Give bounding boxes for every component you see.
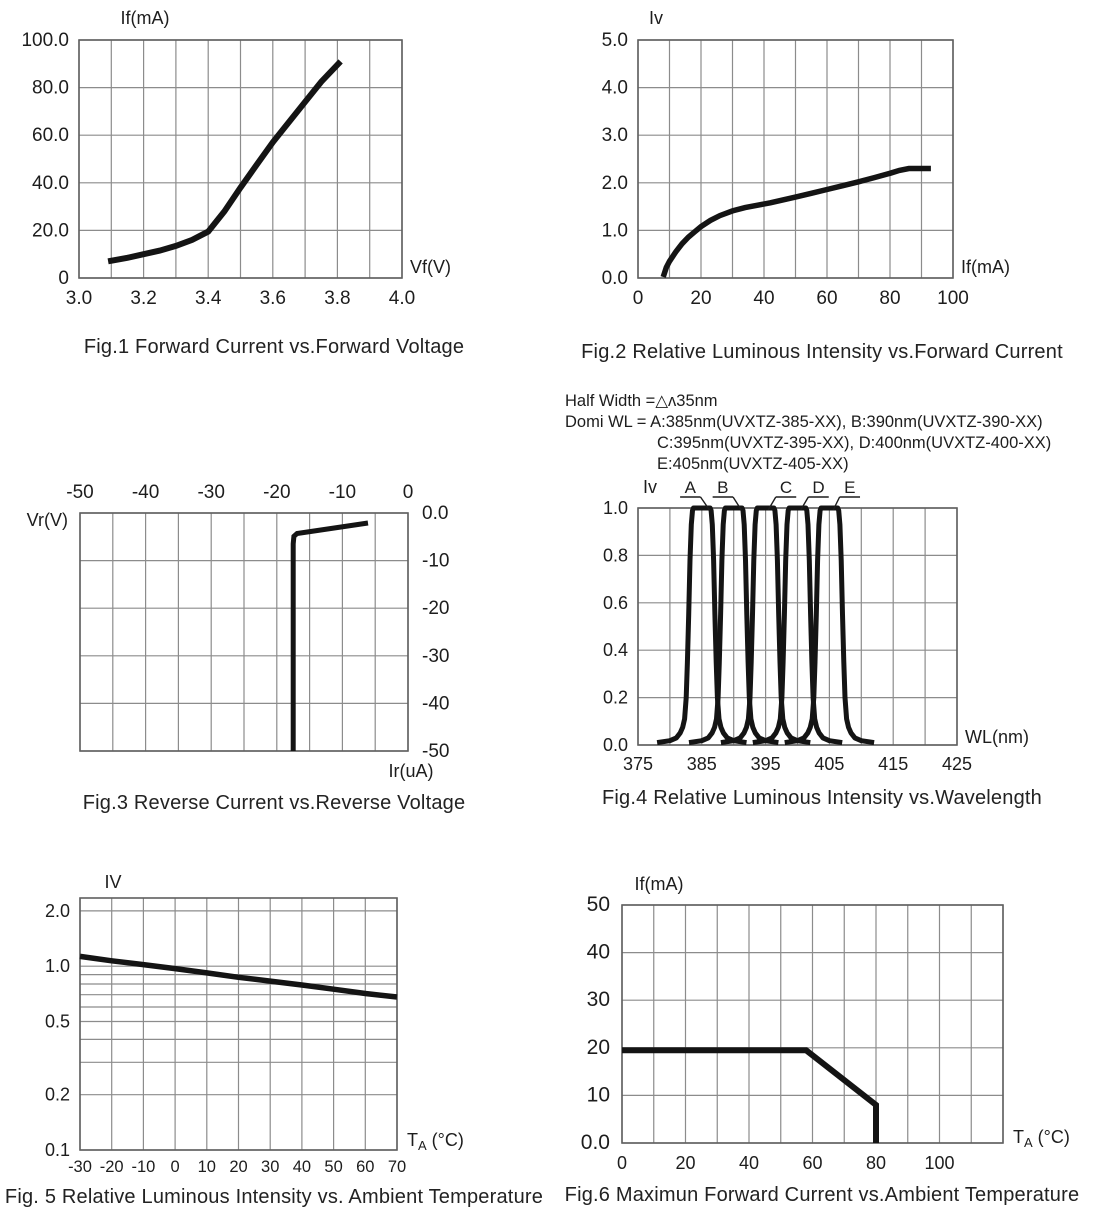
fig6-y-tick: 0.0	[580, 1131, 610, 1154]
fig6-y-axis-title: If(mA)	[634, 874, 684, 894]
fig4-peak-label-B: B	[717, 478, 729, 497]
fig3-x-tick: -40	[131, 482, 160, 503]
fig2-y-tick: 2.0	[601, 172, 628, 194]
fig1-y-tick: 0	[58, 268, 69, 289]
fig4-x-axis-title: WL(nm)	[965, 727, 1029, 747]
fig2-y-axis-title: Iv	[648, 8, 664, 28]
fig4-y-tick: 0.2	[602, 687, 628, 708]
fig1-y-tick: 20.0	[32, 220, 69, 242]
fig5-x-tick: 20	[229, 1158, 248, 1176]
fig2-y-tick: 1.0	[601, 220, 628, 242]
fig4-header-domi-wl-cd: C:395nm(UVXTZ-395-XX), D:400nm(UVXTZ-400-XX)	[657, 434, 1052, 452]
fig3-x-tick: 0	[402, 482, 414, 503]
fig4-x-tick: 385	[686, 754, 717, 774]
fig6-x-tick: 100	[924, 1153, 955, 1173]
fig2-x-tick: 60	[816, 288, 838, 309]
fig5-y-tick: 0.5	[44, 1011, 70, 1032]
fig2-x-axis-title: If(mA)	[961, 257, 1010, 277]
fig6-y-tick: 10	[586, 1083, 610, 1107]
fig6-maximum-forward-current-vs-ambient-temperature-chart	[548, 856, 1096, 1196]
fig1-x-tick: 3.4	[194, 288, 222, 309]
fig1-y-tick: 100.0	[21, 30, 69, 51]
fig3-y-tick: -10	[422, 550, 450, 572]
fig4-y-tick: 0.8	[602, 545, 628, 566]
fig4-caption: Fig.4 Relative Luminous Intensity vs.Wavelength	[602, 787, 1042, 809]
fig1-x-tick: 4.0	[388, 288, 416, 309]
fig5-y-axis-title: IV	[104, 872, 122, 892]
fig2-y-tick: 0.0	[601, 268, 628, 289]
fig2-relative-luminous-intensity-vs-forward-current-chart	[548, 0, 1096, 332]
fig6-caption: Fig.6 Maximun Forward Current vs.Ambient Temperature	[564, 1184, 1080, 1206]
fig4-header-halfwidth: Half Width =△ʌ35nm	[565, 392, 718, 410]
fig5-x-tick: 50	[324, 1158, 343, 1176]
fig3-caption: Fig.3 Reverse Current vs.Reverse Voltage	[82, 792, 466, 814]
fig1-x-tick: 3.2	[130, 288, 157, 309]
fig4-peak-label-D: D	[812, 478, 825, 497]
fig5-x-tick: -30	[68, 1158, 92, 1176]
fig3-x-axis-title: Vr(V)	[26, 510, 68, 530]
fig2-y-tick: 3.0	[601, 125, 628, 147]
fig1-x-axis-title: Vf(V)	[410, 257, 452, 277]
fig3-y-tick: -40	[422, 693, 450, 715]
fig1-x-tick: 3.8	[324, 288, 351, 309]
fig4-x-tick: 375	[622, 754, 654, 774]
fig6-x-tick: 0	[616, 1153, 628, 1173]
fig3-y-axis-title: Ir(uA)	[388, 761, 434, 781]
fig5-relative-luminous-intensity-vs-ambient-temperature-chart	[0, 856, 548, 1196]
fig3-x-tick: -30	[197, 482, 225, 503]
fig6-y-tick: 50	[586, 893, 610, 916]
fig4-x-tick: 425	[941, 754, 973, 774]
fig3-x-tick: -10	[328, 482, 357, 503]
fig5-y-tick: 2.0	[44, 900, 70, 921]
fig5-x-tick: 0	[170, 1158, 180, 1176]
fig5-y-tick: 1.0	[44, 956, 70, 977]
fig4-y-axis-title: Iv	[642, 477, 658, 497]
fig4-x-tick: 405	[814, 754, 845, 774]
fig5-caption: Fig. 5 Relative Luminous Intensity vs. Ambient Temperature	[4, 1186, 544, 1208]
fig3-y-tick: -20	[422, 598, 450, 620]
fig4-peak-label-C: C	[779, 478, 793, 497]
fig1-y-tick: 60.0	[32, 125, 69, 147]
fig4-header-domi-wl-e: E:405nm(UVXTZ-405-XX)	[657, 455, 849, 473]
fig4-y-tick: 1.0	[602, 498, 628, 518]
fig2-caption: Fig.2 Relative Luminous Intensity vs.Forward Current	[581, 341, 1063, 363]
fig3-y-tick: -30	[422, 645, 450, 667]
fig4-x-tick: 395	[750, 754, 781, 774]
fig5-x-tick: -10	[131, 1158, 156, 1176]
fig6-y-tick: 20	[586, 1035, 610, 1059]
fig1-x-tick: 3.0	[65, 288, 93, 309]
fig2-x-tick: 20	[690, 288, 712, 309]
fig2-curve-Iv-vs-If	[663, 169, 931, 278]
fig2-x-tick: 80	[879, 288, 901, 309]
fig3-y-tick: -50	[422, 741, 450, 762]
fig6-y-tick: 40	[586, 940, 610, 964]
fig5-y-tick: 0.2	[44, 1084, 70, 1105]
fig3-curve-Ir-vs-Vr	[293, 523, 368, 751]
fig3-reverse-current-vs-reverse-voltage-chart	[0, 460, 548, 805]
fig5-x-tick: 60	[356, 1158, 375, 1176]
fig5-x-tick: 70	[387, 1158, 407, 1176]
fig4-x-tick: 415	[878, 754, 909, 774]
fig3-x-tick: -50	[66, 482, 94, 503]
fig6-x-tick: 60	[802, 1153, 823, 1173]
fig6-x-axis-title: $T_A$ (°C)	[1013, 1127, 1070, 1150]
fig4-y-tick: 0.0	[602, 735, 628, 755]
fig1-curve-If-vs-Vf	[108, 61, 341, 261]
fig5-x-tick: -20	[99, 1158, 124, 1176]
fig4-header	[565, 391, 1085, 475]
fig6-x-tick: 80	[865, 1153, 887, 1173]
fig2-x-tick: 100	[937, 288, 969, 309]
fig4-relative-luminous-intensity-vs-wavelength-chart	[548, 460, 1096, 790]
fig2-y-tick: 4.0	[601, 77, 628, 99]
fig3-y-tick: 0.0	[422, 503, 449, 524]
fig5-x-tick: 40	[292, 1158, 312, 1176]
fig5-y-tick: 0.1	[44, 1140, 70, 1160]
fig1-y-tick: 40.0	[32, 172, 69, 194]
fig4-y-tick: 0.6	[602, 592, 628, 613]
fig5-x-axis-title: $T_A$ (°C)	[407, 1130, 464, 1153]
fig1-x-tick: 3.6	[259, 288, 287, 309]
fig1-forward-current-vs-forward-voltage-chart	[0, 0, 548, 332]
fig2-x-tick: 40	[753, 288, 775, 309]
fig1-y-tick: 80.0	[32, 77, 69, 99]
fig4-peak-label-E: E	[844, 478, 856, 497]
fig1-caption: Fig.1 Forward Current vs.Forward Voltage	[83, 336, 465, 358]
fig5-x-tick: 10	[197, 1158, 216, 1176]
fig4-y-tick: 0.4	[602, 640, 628, 661]
fig4-header-domi-wl-ab: Domi WL = A:385nm(UVXTZ-385-XX), B:390nm(UVXTZ-390-XX)	[565, 413, 1043, 431]
fig4-peak-label-A: A	[684, 478, 696, 497]
fig2-x-tick: 0	[632, 288, 644, 309]
fig3-x-tick: -20	[263, 482, 291, 503]
fig6-x-tick: 20	[675, 1153, 696, 1173]
fig5-x-tick: 30	[261, 1158, 280, 1176]
fig6-y-tick: 30	[586, 988, 610, 1012]
fig6-x-tick: 40	[738, 1153, 760, 1173]
fig1-y-axis-title: If(mA)	[120, 8, 170, 28]
fig2-y-tick: 5.0	[601, 30, 628, 51]
